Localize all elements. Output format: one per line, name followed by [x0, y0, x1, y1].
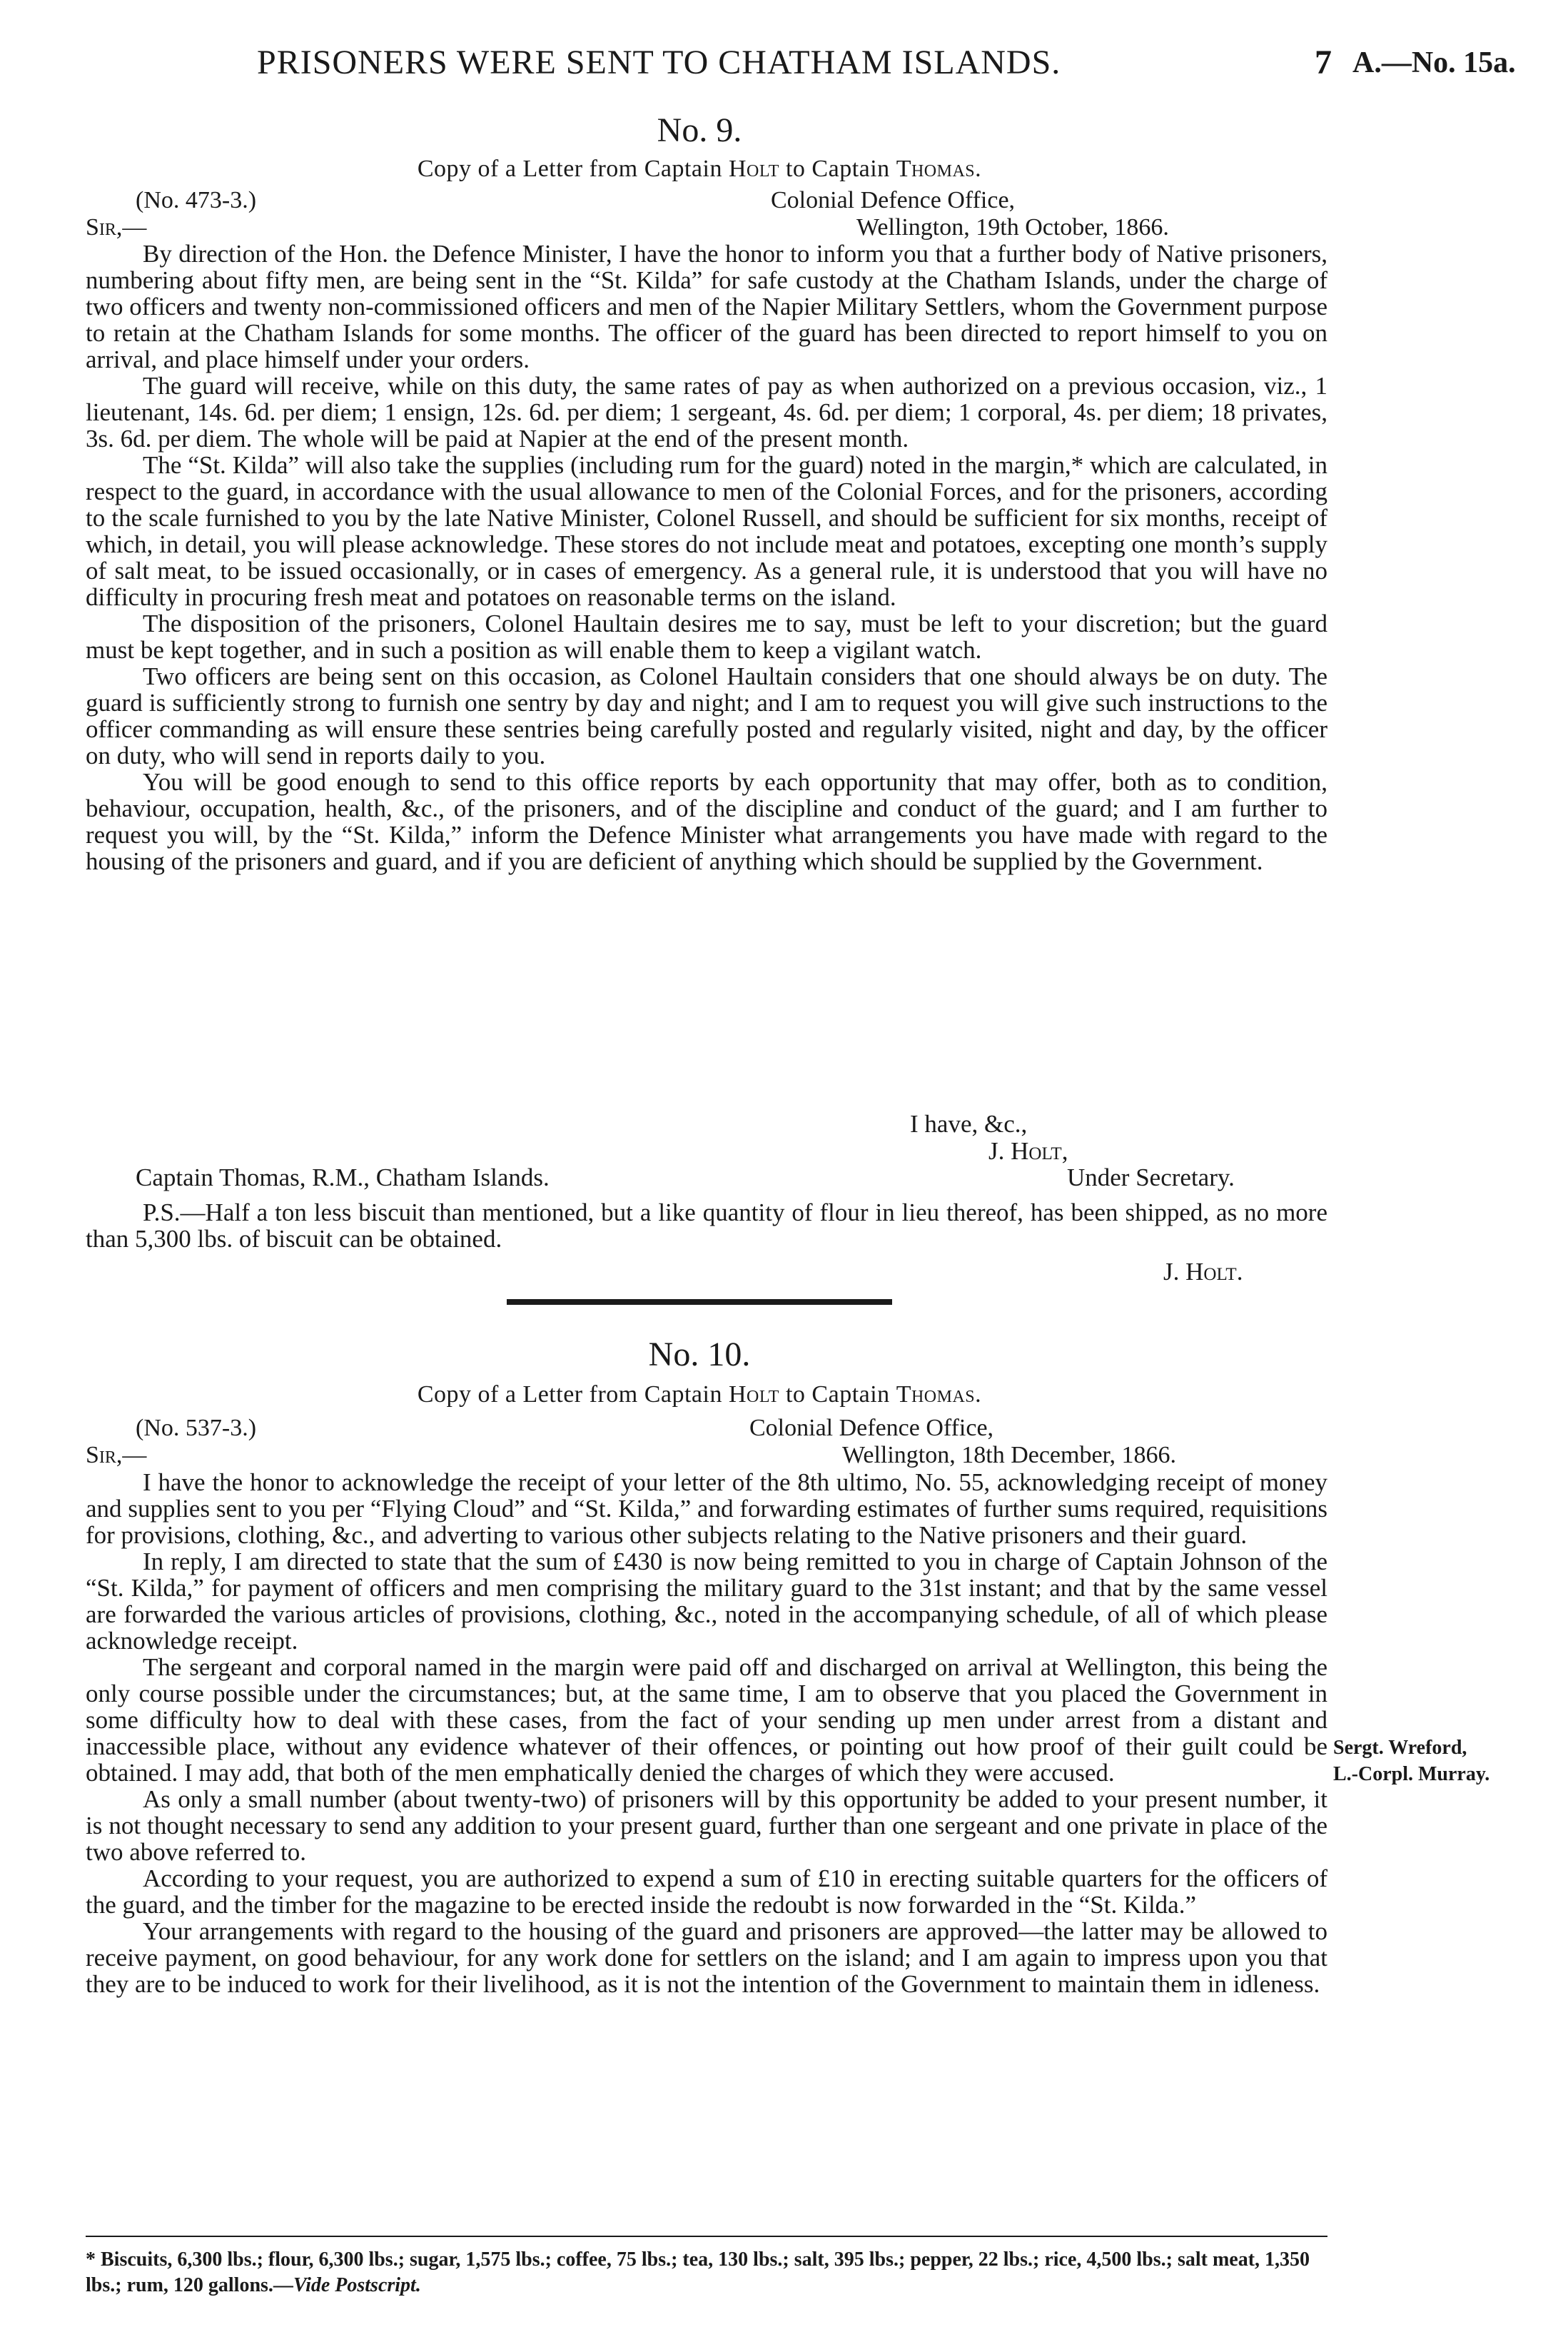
letter-9-paragraph-5: Two officers are being sent on this occasion, as Colonel Haultain considers that one should always be on duty. The guard is sufficiently strong to furnish one sentry by day and night; and I am to request you will give such instructions to the officer commanding as will ensure these sentries being carefully posted and regularly visited, night and day, by the officer on duty, who will send in reports daily to you.: [86, 662, 1327, 769]
letter-10-paragraph-6: Your arrangements with regard to the housing of the guard and prisoners are approved—the latter may be allowed to receive payment, on good behaviour, for any work done for settlers on the island; and I am again to impress upon you that they are to be induced to work for their livelihood, as it is not the intention of the Government to maintain them in idleness.: [86, 1917, 1327, 1998]
footnote-tail: Vide Postscript.: [293, 2274, 421, 2296]
letter-10-paragraph-1: I have the honor to acknowledge the receipt of your letter of the 8th ultimo, No. 55, acknowledging receipt of money and supplies sent to you per “Flying Cloud” and “St. Kilda,” and forwarding estimates of further sums required, requisitions for provisions, clothing, &c., and adverting to various other subjects relating to the Native prisoners and their guard.: [86, 1468, 1327, 1549]
letter-10-body: [86, 1469, 1327, 1997]
letter-9-salutation: Sir,—: [86, 214, 147, 241]
letter-9-paragraph-1: By direction of the Hon. the Defence Minister, I have the honor to inform you that a further body of Native prisoners, numbering about fifty men, are being sent in the “St. Kilda” for safe custody at the Chatham Islands, under the charge of two officers and twenty non-commissioned officers and men of the Napier Military Settlers, whom the Government purpose to retain at the Chatham Islands for some months. The officer of the guard has been directed to report himself to you on arrival, and place himself under your orders.: [86, 240, 1327, 373]
letter-9-ref-no: (No. 473-3.): [136, 187, 257, 213]
margin-note-corporal: L.-Corpl. Murray.: [1333, 1763, 1490, 1785]
to-name: Thomas.: [896, 1381, 982, 1408]
from-name: Holt: [728, 156, 779, 182]
letter-9-signatory-title: Under Secretary.: [1067, 1164, 1235, 1191]
letter-9-ps-signature: J. Holt.: [1163, 1258, 1243, 1286]
title-prefix: Copy of a Letter from Captain: [417, 156, 722, 182]
letter-9-paragraph-3: The “St. Kilda” will also take the supplies (including rum for the guard) noted in the margin,* which are calculated, in respect to the guard, in accordance with the usual allowance to men of the Colonial Forces, and for the prisoners, according to the scale furnished to you by the late Native Minister, Colonel Russell, and should be sufficient for six months, receipt of which, in detail, you will please acknowledge. These stores do not include meat and potatoes, excepting one month’s supply of salt meat, to be issued occasionally, or in cases of emergency. As a general rule, it is understood that you will have no difficulty in procuring fresh meat and potatoes on reasonable terms on the island.: [86, 451, 1327, 611]
margin-note: [1333, 1735, 1489, 1787]
letter-10-title: [0, 1381, 1399, 1408]
letter-10-paragraph-2: In reply, I am directed to state that the sum of £430 is now being remitted to you in charge of Captain Johnson of the “St. Kilda,” for payment of officers and men comprising the military guard to the 31st instant; and that by the same vessel are forwarded the various articles of provisions, clothing, &c., noted in the accompanying schedule, of all of which please acknowledge receipt.: [86, 1548, 1327, 1655]
letter-9-postscript-block: [86, 1199, 1327, 1252]
letter-9-closing: I have, &c.,: [910, 1110, 1028, 1138]
letter-9-signature: J. Holt,: [988, 1137, 1068, 1165]
document-reference: A.—No. 15a.: [1352, 46, 1516, 79]
margin-note-sergeant: Sergt. Wreford,: [1333, 1737, 1467, 1759]
letter-10-salutation: Sir,—: [86, 1442, 147, 1468]
letter-10-paragraph-5: According to your request, you are authorized to expend a sum of £10 in erecting suitable quarters for the officers of the guard, and the timber for the magazine to be erected inside the redoubt is now forwarded in the “St. Kilda.”: [86, 1864, 1327, 1919]
title-mid: to Captain: [785, 156, 890, 182]
footnote: [86, 2247, 1342, 2298]
letter-9-paragraph-6: You will be good enough to send to this office reports by each opportunity that may offer, both as to condition, behaviour, occupation, health, &c., of the prisoners, and of the discipline and conduct of the guard; and I am further to request you will, by the “St. Kilda,” inform the Defence Minister what arrangements you have made with regard to the housing of the prisoners and guard, and if you are deficient of anything which should be supplied by the Government.: [86, 768, 1327, 875]
letter-9-addressee: Captain Thomas, R.M., Chatham Islands.: [136, 1164, 550, 1191]
letter-10-place-date: Wellington, 18th December, 1866.: [842, 1442, 1177, 1468]
to-name: Thomas.: [896, 156, 982, 182]
title-mid: to Captain: [785, 1381, 890, 1408]
letter-10-ref-no: (No. 537-3.): [136, 1415, 257, 1441]
section-divider: [507, 1299, 892, 1305]
footnote-divider: [86, 2236, 1327, 2237]
letter-9-body: [86, 241, 1327, 874]
letter-9-postscript: P.S.—Half a ton less biscuit than mentioned, but a like quantity of flour in lieu thereof, has been shipped, as no more than 5,300 lbs. of biscuit can be obtained.: [86, 1198, 1327, 1253]
letter-10-paragraph-4: As only a small number (about twenty-two) of prisoners will by this opportunity be added to your present number, it is not thought necessary to send any addition to your present guard, further than one sergeant and one private in place of the two above referred to.: [86, 1785, 1327, 1866]
letter-9-paragraph-2: The guard will receive, while on this duty, the same rates of pay as when authorized on a previous occasion, viz., 1 lieutenant, 14s. 6d. per diem; 1 ensign, 12s. 6d. per diem; 1 sergeant, 4s. 6d. per diem; 1 corporal, 4s. per diem; 18 privates, 3s. 6d. per diem. The whole will be paid at Napier at the end of the present month.: [86, 372, 1327, 453]
running-header-title: PRISONERS WERE SENT TO CHATHAM ISLANDS.: [257, 44, 1061, 81]
letter-9-place-date: Wellington, 19th October, 1866.: [856, 214, 1169, 241]
page-number: 7: [1315, 44, 1332, 81]
letter-10-number: No. 10.: [648, 1336, 751, 1373]
letter-9-title: [0, 156, 1399, 183]
letter-9-office: Colonial Defence Office,: [771, 187, 1016, 213]
letter-9-number: No. 9.: [657, 111, 742, 149]
title-prefix: Copy of a Letter from Captain: [417, 1381, 722, 1408]
letter-10-paragraph-3: The sergeant and corporal named in the margin were paid off and discharged on arrival at Wellington, this being the only course possible under the circumstances; but, at the same time, I am to observe that you placed the Government in some difficulty how to deal with these cases, from the fact of your sending up men under arrest from a distant and inaccessible place, without any evidence whatever of their offences, or pointing out how proof of their guilt could be obtained. I may add, that both of the men emphatically denied the charges of which they were accused.: [86, 1653, 1327, 1787]
letter-9-paragraph-4: The disposition of the prisoners, Colonel Haultain desires me to say, must be left to your discretion; but the guard must be kept together, and in such a position as will enable them to keep a vigilant watch.: [86, 610, 1327, 664]
letter-10-office: Colonial Defence Office,: [749, 1415, 994, 1441]
from-name: Holt: [728, 1381, 779, 1408]
footnote-text: * Biscuits, 6,300 lbs.; flour, 6,300 lbs.; sugar, 1,575 lbs.; coffee, 75 lbs.; tea, 130 lbs.; salt, 395 lbs.; pepper, 22 lbs.; rice, 4,500 lbs.; salt meat, 1,350 lbs.; rum, 120 gallons.—: [86, 2248, 1310, 2296]
